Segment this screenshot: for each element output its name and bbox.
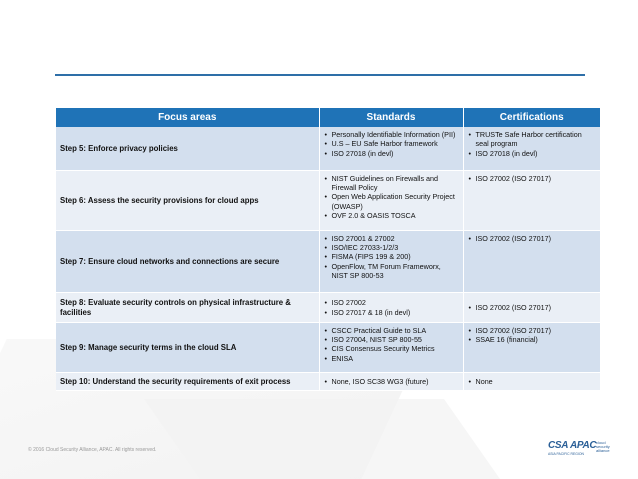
certifications-cell (463, 127, 600, 170)
table-row (56, 127, 600, 170)
header-certifications: Certifications (463, 108, 600, 127)
standards-cell (319, 170, 463, 230)
focus-area-cell: Step 5: Enforce privacy policies (56, 127, 319, 170)
list-item: • ISO 27018 (in devl) (468, 149, 597, 158)
list-item: • ISO/IEC 27033-1/2/3 (324, 243, 459, 252)
certifications-cell (463, 170, 600, 230)
list-item: • SSAE 16 (financial) (468, 335, 597, 344)
focus-area-cell: Step 6: Assess the security provisions for cloud apps (56, 170, 319, 230)
logo-region: ASIA PACIFIC REGION (548, 452, 584, 456)
focus-areas-table (56, 108, 600, 391)
standards-cell (319, 372, 463, 390)
list-item: • U.S – EU Safe Harbor framework (324, 139, 459, 148)
list-item: • ISO 27002 (324, 298, 459, 307)
list-item: • ISO 27002 (ISO 27017) (468, 234, 597, 243)
certifications-cell (463, 292, 600, 322)
certifications-cell (463, 230, 600, 292)
standards-cell (319, 127, 463, 170)
list-item: • Personally Identifiable Information (PII) (324, 130, 459, 139)
table-row (56, 372, 600, 390)
list-item: • ENISA (324, 354, 459, 363)
csa-apac-logo (548, 440, 618, 460)
list-item: • CSCC Practical Guide to SLA (324, 326, 459, 335)
list-item: • ISO 27002 (ISO 27017) (468, 174, 597, 183)
list-item: • OpenFlow, TM Forum Frameworx, NIST SP 800-53 (324, 262, 459, 281)
list-item: • ISO 27004, NIST SP 800-55 (324, 335, 459, 344)
logo-tagline: cloud security alliance (596, 440, 610, 454)
list-item: • ISO 27002 (ISO 27017) (468, 326, 597, 335)
list-item: • ISO 27018 (in devl) (324, 149, 459, 158)
copyright-footer: © 2016 Cloud Security Alliance, APAC. All rights reserved. (28, 447, 157, 453)
table-row (56, 322, 600, 372)
list-item: • FISMA (FIPS 199 & 200) (324, 252, 459, 261)
list-item: • None (468, 377, 597, 386)
standards-cell (319, 322, 463, 372)
table-row (56, 230, 600, 292)
header-standards: Standards (319, 108, 463, 127)
focus-area-cell: Step 9: Manage security terms in the cloud SLA (56, 322, 319, 372)
list-item: • OVF 2.0 & OASIS TOSCA (324, 211, 459, 220)
title-divider (55, 74, 585, 76)
certifications-cell (463, 322, 600, 372)
list-item: • ISO 27017 & 18 (in devl) (324, 308, 459, 317)
certifications-cell (463, 372, 600, 390)
focus-area-cell: Step 7: Ensure cloud networks and connections are secure (56, 230, 319, 292)
list-item: • ISO 27002 (ISO 27017) (468, 303, 597, 312)
table-row (56, 292, 600, 322)
focus-area-cell: Step 8: Evaluate security controls on physical infrastructure & facilities (56, 292, 319, 322)
standards-cell (319, 230, 463, 292)
list-item: • NIST Guidelines on Firewalls and Firewall Policy (324, 174, 459, 193)
list-item: • ISO 27001 & 27002 (324, 234, 459, 243)
focus-area-cell: Step 10: Understand the security requirements of exit process (56, 372, 319, 390)
list-item: • None, ISO SC38 WG3 (future) (324, 377, 459, 386)
header-focus-areas: Focus areas (56, 108, 319, 127)
standards-cell (319, 292, 463, 322)
list-item: • CIS Consensus Security Metrics (324, 344, 459, 353)
background-shape (144, 399, 556, 479)
table-row (56, 170, 600, 230)
list-item: • Open Web Application Security Project (OWASP) (324, 192, 459, 211)
logo-wordmark: CSA APAC (548, 440, 597, 451)
list-item: • TRUSTe Safe Harbor certification seal program (468, 130, 597, 149)
table-header-row (56, 108, 600, 127)
